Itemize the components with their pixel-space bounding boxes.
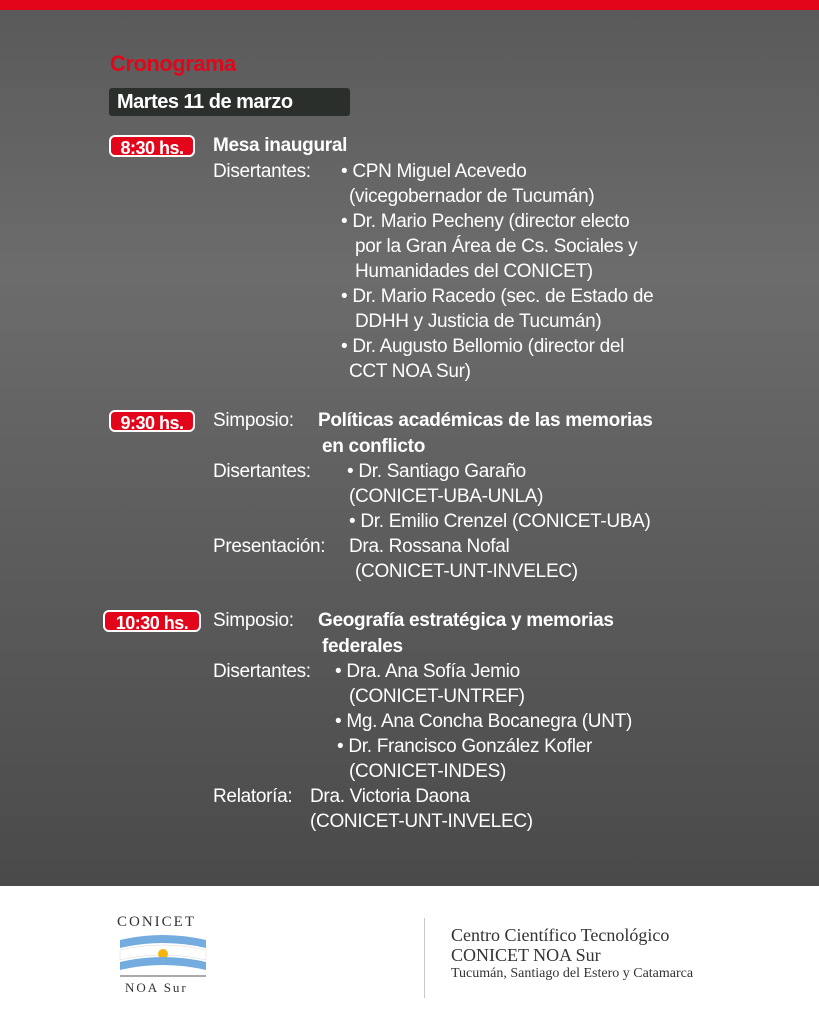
rapporteur-name: Dra. Victoria Daona bbox=[310, 786, 470, 807]
speakers-label: Disertantes: bbox=[213, 461, 311, 482]
center-name: Centro Científico Tecnológico bbox=[451, 925, 670, 945]
speaker-item: • CPN Miguel Acevedo bbox=[341, 161, 527, 182]
center-subname: CONICET NOA Sur bbox=[451, 945, 601, 965]
footer-divider bbox=[424, 918, 425, 998]
speaker-detail: (CONICET-UBA-UNLA) bbox=[349, 486, 544, 507]
speaker-item: • Dra. Ana Sofía Jemio bbox=[335, 661, 520, 682]
date-heading: Martes 11 de marzo bbox=[109, 88, 350, 116]
speaker-detail: (CONICET-INDES) bbox=[349, 761, 507, 782]
time-badge-2: 9:30 hs. bbox=[109, 410, 195, 432]
rapporteur-detail: (CONICET-UNT-INVELEC) bbox=[310, 811, 533, 832]
presenter-name: Dra. Rossana Nofal bbox=[349, 536, 510, 557]
presentation-label: Presentación: bbox=[213, 536, 326, 557]
speaker-detail: por la Gran Área de Cs. Sociales y bbox=[355, 236, 638, 257]
speaker-item: • Mg. Ana Concha Bocanegra (UNT) bbox=[335, 711, 632, 732]
speaker-item: • Dr. Emilio Crenzel (CONICET-UBA) bbox=[349, 511, 651, 532]
session-1-title: Mesa inaugural bbox=[213, 135, 348, 156]
speakers-label: Disertantes: bbox=[213, 161, 311, 182]
time-badge-3: 10:30 hs. bbox=[103, 610, 201, 632]
speakers-label: Disertantes: bbox=[213, 661, 311, 682]
speaker-detail: (CONICET-UNTREF) bbox=[349, 686, 525, 707]
speaker-item: • Dr. Mario Pecheny (director electo bbox=[341, 211, 630, 232]
conicet-flag-icon bbox=[118, 934, 208, 978]
page-title: Cronograma bbox=[110, 51, 236, 76]
symposium-label: Simposio: bbox=[213, 410, 294, 431]
speaker-detail: (vicegobernador de Tucumán) bbox=[349, 186, 595, 207]
session-3-title-cont: federales bbox=[322, 636, 403, 657]
session-2-title: Políticas académicas de las memorias bbox=[318, 410, 653, 431]
top-red-bar bbox=[0, 0, 819, 10]
speaker-item: • Dr. Santiago Garaño bbox=[347, 461, 526, 482]
symposium-label: Simposio: bbox=[213, 610, 294, 631]
center-region: Tucumán, Santiago del Estero y Catamarca bbox=[451, 966, 694, 981]
speaker-item: • Dr. Francisco González Kofler bbox=[337, 736, 593, 757]
logo-text-noa-sur: NOA Sur bbox=[125, 980, 188, 995]
speaker-item: • Dr. Mario Racedo (sec. de Estado de bbox=[341, 286, 654, 307]
speaker-detail: CCT NOA Sur) bbox=[349, 361, 471, 382]
speaker-detail: DDHH y Justicia de Tucumán) bbox=[355, 311, 602, 332]
rapporteur-label: Relatoría: bbox=[213, 786, 293, 807]
speaker-item: • Dr. Augusto Bellomio (director del bbox=[341, 336, 625, 357]
time-badge-1: 8:30 hs. bbox=[109, 135, 195, 157]
session-3-title: Geografía estratégica y memorias bbox=[318, 610, 614, 631]
presenter-detail: (CONICET-UNT-INVELEC) bbox=[355, 561, 578, 582]
speaker-detail: Humanidades del CONICET) bbox=[355, 261, 593, 282]
session-2-title-cont: en conflicto bbox=[322, 436, 426, 457]
logo-text-conicet: CONICET bbox=[117, 914, 196, 930]
